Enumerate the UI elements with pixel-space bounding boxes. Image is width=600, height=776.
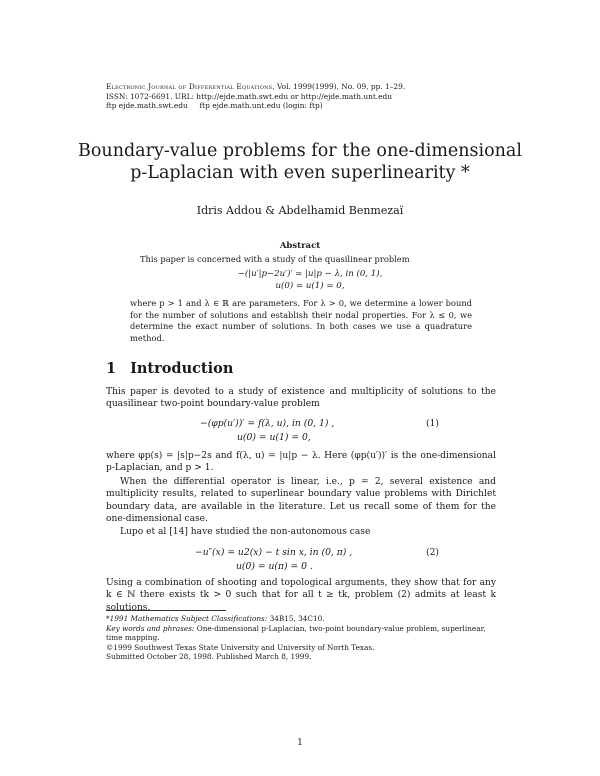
abstract-body: where p > 1 and λ ∈ ℝ are parameters. For λ > 0, we determine a lower bound for the number of solutions and establish their nodal properties. For λ ≤ 0, we determine the exact number of solutions. In both cases we use a quadrature method. — [130, 298, 472, 344]
abstract-intro: This paper is concerned with a study of the quasilinear problem — [140, 254, 410, 264]
footnote-keywords-label: Key words and phrases: — [106, 623, 195, 633]
paper-title — [60, 140, 540, 184]
abstract-heading: Abstract — [279, 241, 321, 251]
intro-paragraph-2: where φp(s) = |s|p−2s and f(λ, u) = |u|p − λ. Here (φp(u′))′ is the one-dimensional p-Laplacian, and p > 1. — [106, 451, 496, 474]
footnote-copyright: ©1999 Southwest Texas State University and University of North Texas. — [106, 642, 375, 652]
equation-2-number: (2) — [426, 547, 440, 558]
footnote-msc-value: 34B15, 34C10. — [267, 614, 325, 623]
page-number: 1 — [297, 738, 303, 748]
equation-2-line-1: −u″(x) = u2(x) − t sin x, in (0, π) , — [195, 547, 353, 558]
journal-name: Electronic Journal of Differential Equations — [106, 82, 273, 91]
authors: Idris Addou & Abdelhamid Benmezaï — [196, 204, 404, 217]
footnote-keywords-value: One-dimensional p-Laplacian, two-point boundary-value problem, superlinear, time mapping. — [106, 623, 486, 643]
title-line-2: p-Laplacian with even superlinearity * — [130, 163, 470, 183]
footnote-msc-label: *1991 Mathematics Subject Classifications: — [106, 614, 268, 623]
section-heading — [106, 360, 233, 377]
intro-paragraph-1: This paper is devoted to a study of existence and multiplicity of solutions to the quasilinear two-point boundary-value problem — [106, 387, 496, 410]
equation-2-line-2: u(0) = u(π) = 0 . — [236, 561, 313, 572]
abstract-equation-1: −(|u′|p−2u′)′ = |u|p − λ, in (0, 1), — [237, 269, 383, 279]
journal-ftp-line: ftp ejde.math.swt.edu ftp ejde.math.unt.edu (login: ftp) — [106, 101, 323, 111]
journal-header — [106, 82, 506, 111]
abstract-equation-2: u(0) = u(1) = 0, — [275, 281, 345, 291]
equation-1-line-2: u(0) = u(1) = 0, — [237, 432, 311, 443]
equation-1-number: (1) — [426, 418, 440, 429]
equation-1-line-1: −(φp(u′))′ = f(λ, u), in (0, 1) , — [200, 418, 335, 429]
footnote-msc — [106, 614, 496, 624]
footnote-rule — [106, 610, 226, 611]
intro-paragraph-5: Using a combination of shooting and topological arguments, they show that for any k ∈ ℕ there exists tk > 0 such that for all t ≥ tk, problem (2) admits at least k solutions. — [106, 578, 496, 613]
section-title: Introduction — [130, 360, 234, 377]
intro-paragraph-3: When the differential operator is linear, i.e., p = 2, several existence and multiplicity results, related to superlinear boundary value problems with Dirichlet boundary data, are available in the literature. Let us recall some of them for the one-dimensional case. — [106, 477, 496, 525]
footnotes — [106, 614, 496, 662]
footnote-dates: Submitted October 28, 1998. Published March 8, 1999. — [106, 652, 312, 662]
title-line-1: Boundary-value problems for the one-dimensional — [78, 141, 522, 161]
journal-volume: , Vol. 1999(1999), No. 09, pp. 1–29. — [272, 82, 406, 91]
footnote-keywords — [106, 624, 496, 643]
section-number: 1 — [106, 360, 117, 377]
journal-volume-line — [106, 82, 506, 92]
journal-issn-line: ISSN: 1072-6691. URL: http://ejde.math.swt.edu or http://ejde.math.unt.edu — [106, 91, 393, 101]
intro-paragraph-4: Lupo et al [14] have studied the non-autonomous case — [120, 527, 371, 537]
